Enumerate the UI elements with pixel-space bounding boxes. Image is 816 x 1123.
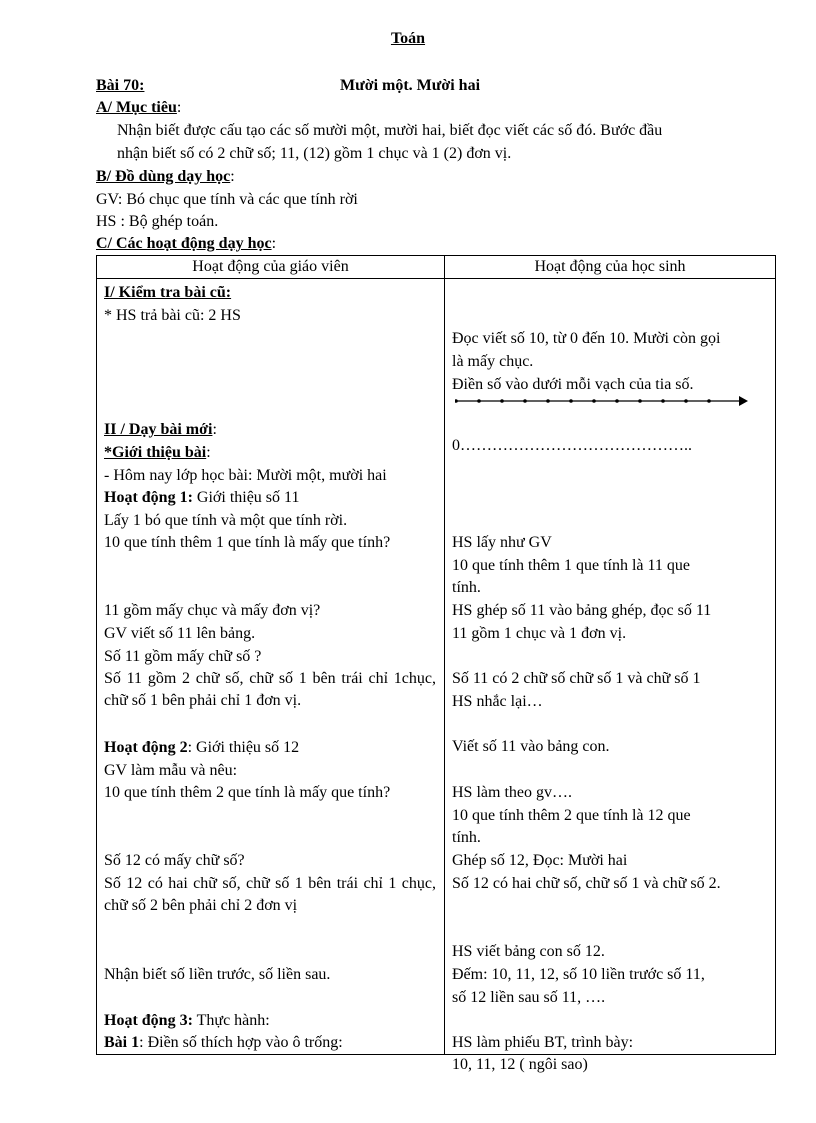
materials-hs: HS : Bộ ghép toán. xyxy=(96,213,219,230)
student-line: HS viết bảng con số 12. xyxy=(452,943,605,960)
student-line: 11 gồm 1 chục và 1 đơn vị. xyxy=(452,625,627,642)
number-line-tick xyxy=(592,399,596,403)
activity-1-heading: Hoạt động 1: Giới thiệu số 11 xyxy=(104,489,300,506)
objective-line-1: Nhận biết được cấu tạo các số mười một, mười hai, biết đọc viết các số đó. Bước đầu xyxy=(117,122,663,139)
student-line: Ghép số 12, Đọc: Mười hai xyxy=(452,852,628,869)
number-line-arrow-icon xyxy=(739,396,748,406)
student-line: Đếm: 10, 11, 12, số 10 liền trước số 11, xyxy=(452,966,705,983)
student-line: 10 que tính thêm 2 que tính là 12 que xyxy=(452,807,691,824)
number-line-tick xyxy=(523,399,527,403)
student-line: số 12 liền sau số 11, …. xyxy=(452,989,606,1006)
student-line: Điền số vào dưới mỗi vạch của tia số. xyxy=(452,376,694,393)
review-text: * HS trả bài cũ: 2 HS xyxy=(104,307,241,324)
teacher-line: Số 12 có mấy chữ số? xyxy=(104,852,245,869)
student-column-header: Hoạt động của học sinh xyxy=(445,256,776,279)
objective-line-2: nhận biết số có 2 chữ số; 11, (12) gồm 1 chục và 1 (2) đơn vị. xyxy=(117,145,512,162)
teacher-column-header: Hoạt động của giáo viên xyxy=(97,256,445,279)
activity-2-heading: Hoạt động 2: Giới thiệu số 12 xyxy=(104,739,300,756)
teacher-activities-cell xyxy=(97,279,445,1055)
student-line: 10, 11, 12 ( ngôi sao) xyxy=(452,1056,588,1073)
section-c-heading: C/ Các hoạt động dạy học: xyxy=(96,235,277,252)
teacher-line: 11 gồm mấy chục và mấy đơn vị? xyxy=(104,602,321,619)
number-line-tick xyxy=(455,399,458,403)
teacher-line: GV làm mẫu và nêu: xyxy=(104,762,238,779)
student-line: HS làm theo gv…. xyxy=(452,784,572,801)
student-line: Đọc viết số 10, từ 0 đến 10. Mười còn gọi xyxy=(452,330,721,347)
student-line: Số 11 có 2 chữ số chữ số 1 và chữ số 1 xyxy=(452,670,701,687)
student-line: là mấy chục. xyxy=(452,353,534,370)
number-line-tick xyxy=(500,399,504,403)
teacher-line: GV viết số 11 lên bảng. xyxy=(104,625,256,642)
teacher-line: Lấy 1 bó que tính và một que tính rời. xyxy=(104,512,348,529)
lesson-label: Bài 70: xyxy=(96,77,145,94)
intro-heading: *Giới thiệu bài: xyxy=(104,444,211,461)
number-line-tick xyxy=(684,399,688,403)
teacher-line: 10 que tính thêm 1 que tính là mấy que tính? xyxy=(104,534,391,551)
teacher-line: Số 11 gồm 2 chữ số, chữ số 1 bên trái chỉ 1chục, chữ số 1 bên phải chỉ 1 đơn vị. xyxy=(104,670,436,709)
number-line-tick xyxy=(569,399,573,403)
section-b-heading: B/ Đồ dùng dạy học: xyxy=(96,168,235,185)
student-line: HS nhắc lại… xyxy=(452,693,543,710)
student-line: HS làm phiếu BT, trình bày: xyxy=(452,1034,634,1051)
activity-3-heading: Hoạt động 3: Thực hành: xyxy=(104,1012,270,1029)
number-line-tick xyxy=(546,399,550,403)
teacher-line: Số 12 có hai chữ số, chữ số 1 bên trái chỉ 1 chục, chữ số 2 bên phải chỉ 2 đơn vị xyxy=(104,875,436,914)
student-line: tính. xyxy=(452,579,481,596)
student-line: tính. xyxy=(452,829,481,846)
student-line: Số 12 có hai chữ số, chữ số 1 và chữ số 2. xyxy=(452,875,721,892)
lesson-name: Mười một. Mười hai xyxy=(340,77,481,94)
activity-table xyxy=(96,255,776,1073)
teacher-line: 10 que tính thêm 2 que tính là mấy que tính? xyxy=(104,784,391,801)
teacher-line: Số 11 gồm mấy chữ số ? xyxy=(104,648,262,665)
student-line: 10 que tính thêm 1 que tính là 11 que xyxy=(452,557,691,574)
number-line-tick xyxy=(477,399,481,403)
number-line xyxy=(455,393,750,409)
intro-text: - Hôm nay lớp học bài: Mười một, mười hai xyxy=(104,467,387,484)
number-line-tick xyxy=(638,399,642,403)
student-line: HS ghép số 11 vào bảng ghép, đọc số 11 xyxy=(452,602,712,619)
student-line: HS lấy như GV xyxy=(452,534,552,551)
student-line: Viết số 11 vào bảng con. xyxy=(452,738,610,755)
new-lesson-heading: II / Dạy bài mới: xyxy=(104,421,217,438)
number-line-tick xyxy=(615,399,619,403)
number-line-tick xyxy=(661,399,665,403)
teacher-line: Nhận biết số liền trước, số liền sau. xyxy=(104,966,331,983)
materials-gv: GV: Bó chục que tính và các que tính rời xyxy=(96,191,358,208)
number-line-tick xyxy=(707,399,711,403)
exercise-1: Bài 1: Điền số thích hợp vào ô trống: xyxy=(104,1034,343,1051)
review-heading: I/ Kiểm tra bài cũ: xyxy=(104,284,232,301)
number-line-label: 0…………………………………….. xyxy=(452,437,692,454)
page-title: Toán xyxy=(390,30,426,47)
section-a-heading: A/ Mục tiêu: xyxy=(96,99,182,116)
